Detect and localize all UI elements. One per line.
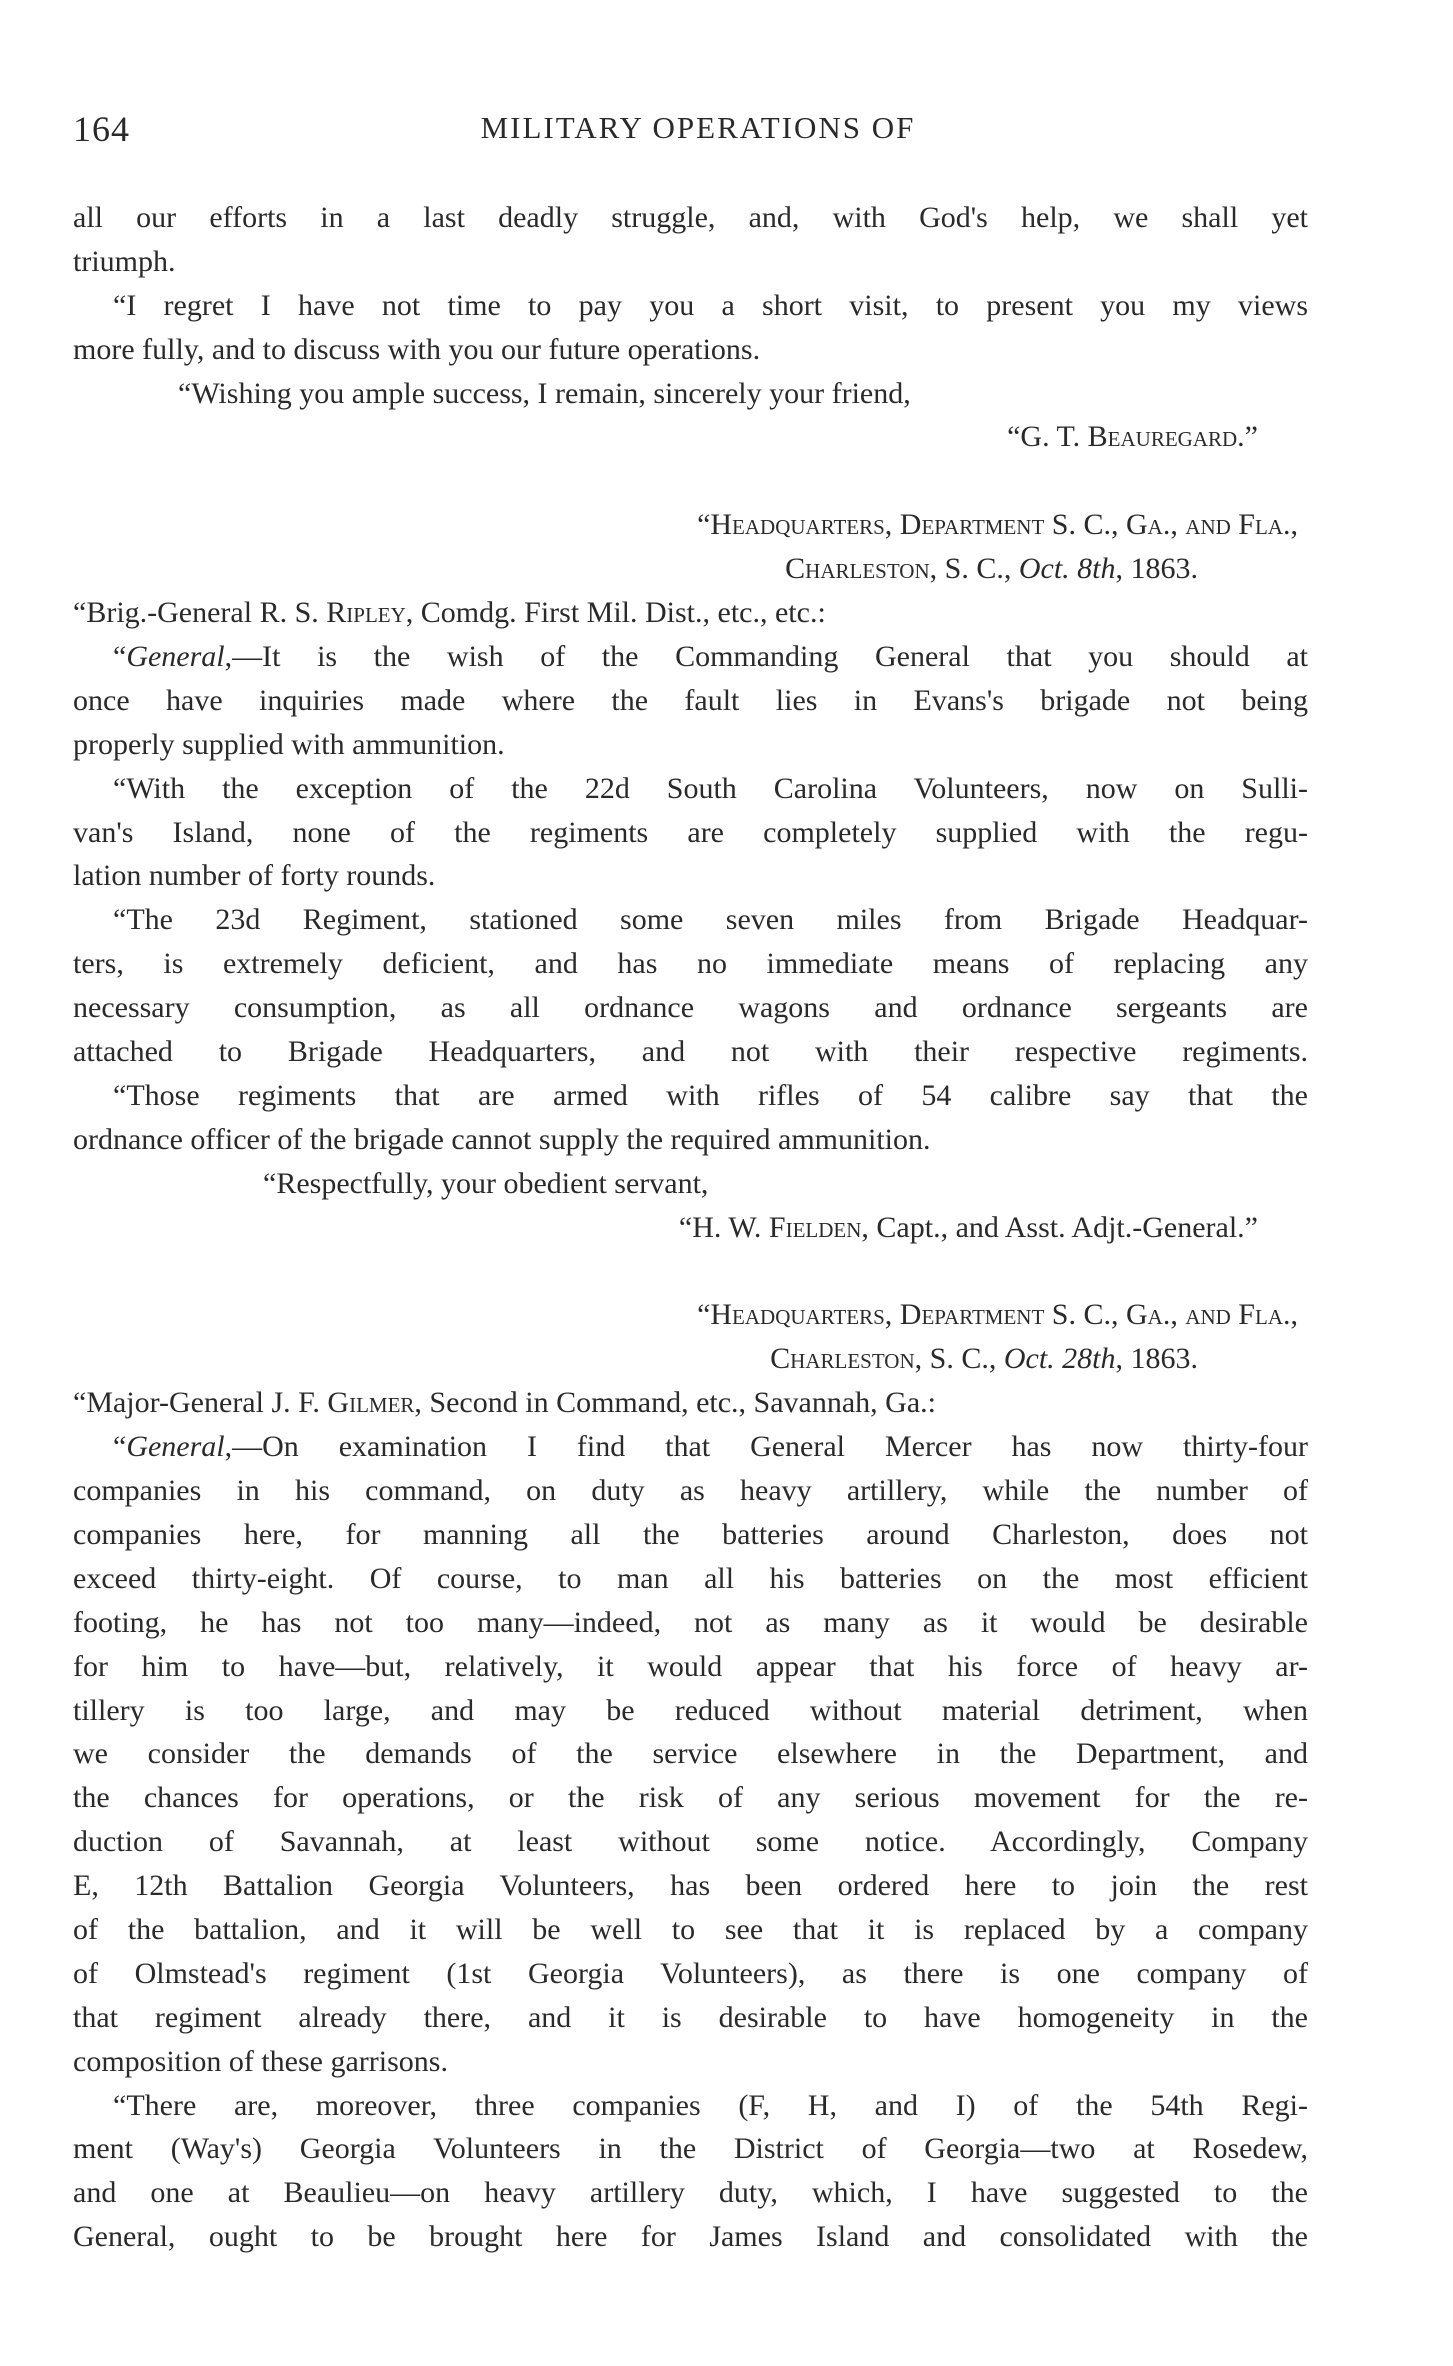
text-line: ment (Way's) Georgia Volunteers in the District of Georgia—two at Rosedew, — [73, 2132, 1308, 2166]
text-line: more fully, and to discuss with you our future operations. — [73, 332, 761, 366]
text-line: van's Island, none of the regiments are completely supplied with the regu- — [73, 815, 1308, 849]
text-line: companies in his command, on duty as heavy artillery, while the number of — [73, 1474, 1308, 1508]
text-line: “Respectfully, your obedient servant, — [263, 1166, 709, 1200]
text-line: properly supplied with ammunition. — [73, 727, 505, 761]
page-body — [73, 196, 1308, 2259]
text-line: triumph. — [73, 244, 176, 278]
text-line: of the battalion, and it will be well to see that it is replaced by a company — [73, 1912, 1308, 1946]
signature-beauregard: “G. T. Beauregard.” — [1007, 420, 1258, 454]
letter-dateline: Charleston, S. C., Oct. 28th, 1863. — [770, 1342, 1198, 1376]
text-line: “Those regiments that are armed with rifles of 54 calibre say that the — [113, 1078, 1308, 1112]
letter-address: “Major-General J. F. Gilmer, Second in Command, etc., Savannah, Ga.: — [73, 1386, 936, 1420]
text-line: for him to have—but, relatively, it would appear that his force of heavy ar- — [73, 1649, 1308, 1683]
letter-heading: “Headquarters, Department S. C., Ga., and Fla., — [697, 508, 1298, 542]
text-line: General, ought to be brought here for James Island and consolidated with the — [73, 2220, 1308, 2254]
text-line: companies here, for manning all the batteries around Charleston, does not — [73, 1517, 1308, 1551]
text-line: “General,—On examination I find that General Mercer has now thirty-four — [113, 1430, 1308, 1464]
text-line: the chances for operations, or the risk of any serious movement for the re- — [73, 1781, 1308, 1815]
text-line: ters, is extremely deficient, and has no immediate means of replacing any — [73, 947, 1308, 981]
text-line: duction of Savannah, at least without some notice. Accordingly, Company — [73, 1825, 1308, 1859]
text-line: attached to Brigade Headquarters, and not with their respective regiments. — [73, 1035, 1308, 1069]
running-title: MILITARY OPERATIONS OF — [480, 110, 916, 145]
page-header — [73, 108, 1323, 158]
text-line: we consider the demands of the service elsewhere in the Department, and — [73, 1737, 1308, 1771]
text-line: “The 23d Regiment, stationed some seven miles from Brigade Headquar- — [113, 903, 1308, 937]
spacer — [73, 1249, 1308, 1293]
text-line: exceed thirty-eight. Of course, to man all his batteries on the most efficient — [73, 1561, 1308, 1595]
letter-heading: “Headquarters, Department S. C., Ga., and Fla., — [697, 1298, 1298, 1332]
text-line: and one at Beaulieu—on heavy artillery duty, which, I have suggested to the — [73, 2176, 1308, 2210]
signature-fielden: “H. W. Fielden, Capt., and Asst. Adjt.-General.” — [678, 1210, 1258, 1244]
text-line: footing, he has not too many—indeed, not as many as it would be desirable — [73, 1605, 1308, 1639]
text-line: ordnance officer of the brigade cannot supply the required ammunition. — [73, 1122, 931, 1156]
spacer — [73, 459, 1308, 503]
text-line: composition of these garrisons. — [73, 2044, 448, 2078]
text-line: “I regret I have not time to pay you a short visit, to present you my views — [113, 288, 1308, 322]
text-line: that regiment already there, and it is desirable to have homogeneity in the — [73, 2000, 1308, 2034]
text-line: necessary consumption, as all ordnance wagons and ordnance sergeants are — [73, 991, 1308, 1025]
text-line: “With the exception of the 22d South Carolina Volunteers, now on Sulli- — [113, 771, 1308, 805]
page-number: 164 — [73, 109, 130, 149]
letter-address: “Brig.-General R. S. Ripley, Comdg. First Mil. Dist., etc., etc.: — [73, 596, 826, 630]
text-line: “Wishing you ample success, I remain, sincerely your friend, — [178, 376, 911, 410]
text-line: “There are, moreover, three companies (F, H, and I) of the 54th Regi- — [113, 2088, 1308, 2122]
letter-dateline: Charleston, S. C., Oct. 8th, 1863. — [785, 552, 1198, 586]
text-line: of Olmstead's regiment (1st Georgia Volunteers), as there is one company of — [73, 1956, 1308, 1990]
text-line: all our efforts in a last deadly struggle, and, with God's help, we shall yet — [73, 201, 1308, 234]
text-line: E, 12th Battalion Georgia Volunteers, has been ordered here to join the rest — [73, 1869, 1308, 1903]
text-line: tillery is too large, and may be reduced without material detriment, when — [73, 1693, 1308, 1727]
text-line: lation number of forty rounds. — [73, 859, 436, 893]
text-line: “General,—It is the wish of the Commanding General that you should at — [113, 640, 1308, 674]
text-line: once have inquiries made where the fault lies in Evans's brigade not being — [73, 683, 1308, 717]
